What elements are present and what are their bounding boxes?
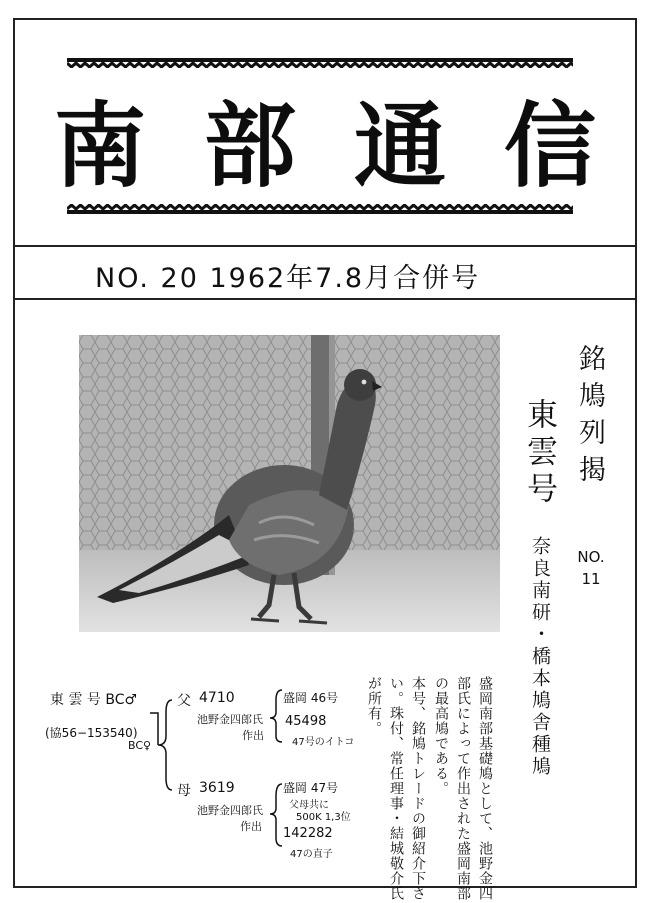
masthead-char: 信 [503, 93, 596, 200]
pedigree-dam-ring: 3619 [199, 780, 235, 796]
pedigree-dam-sire: 盛岡 47号 [283, 781, 339, 795]
pedigree-dam-dam-ring: 142282 [283, 826, 333, 841]
pedigree-sire-breeder: 池野金四郎氏 [197, 713, 263, 726]
pedigree-dam-sire-result: 500K 1,3位 [296, 812, 351, 823]
pedigree-sire-dam-note: 47号のイトコ [292, 737, 355, 748]
pigeon-name: 東雲号 [521, 398, 557, 509]
description-line: が所有。 [366, 676, 382, 736]
pedigree-subject-name: 東 雲 号 BC♂ [50, 692, 138, 708]
description-line: 本号、銘鳩トレードの御紹介下さ [410, 676, 426, 901]
description-line: 部氏によって作出された盛岡南部 [455, 676, 471, 901]
pedigree-dam-dam-note: 47の直子 [290, 849, 333, 860]
series-number-value: 11 [581, 570, 601, 588]
pedigree-dam-sire-note: 父母共に [289, 800, 329, 811]
pedigree-subject-ring: (協56−153540) [45, 726, 138, 740]
pedigree-sire-ring: 4710 [199, 690, 235, 706]
pedigree-sire-dam-ring: 45498 [285, 714, 327, 729]
masthead-char: 南 [53, 93, 146, 200]
pedigree-subject-color: BC♀ [128, 739, 152, 752]
pedigree-sire-label: 父 [177, 693, 191, 709]
description-line: の最高鳩である。 [433, 676, 449, 796]
masthead-char: 部 [203, 93, 296, 200]
pedigree-dam-label: 母 [177, 783, 191, 799]
issue-line: NO. 20 1962年7.8月合併号 [95, 263, 481, 294]
series-number-label: NO. [577, 548, 605, 566]
series-title: 銘鳩列揭 [574, 344, 605, 492]
description-line: 盛岡南部基礎鳩として、池野金四 [477, 676, 493, 901]
masthead-char: 通 [353, 93, 446, 200]
pedigree-dam-breeder: 池野金四郎氏 [197, 804, 263, 817]
description-line: い。珠付、常任理事・結城敬介氏 [388, 676, 404, 901]
pedigree-sire-sire: 盛岡 46号 [283, 691, 339, 705]
pedigree-dam-bred: 作出 [240, 820, 262, 833]
pedigree-sire-bred: 作出 [242, 729, 264, 742]
pigeon-owner: 奈良南研・橋本鳩舎種鳩 [529, 536, 551, 778]
